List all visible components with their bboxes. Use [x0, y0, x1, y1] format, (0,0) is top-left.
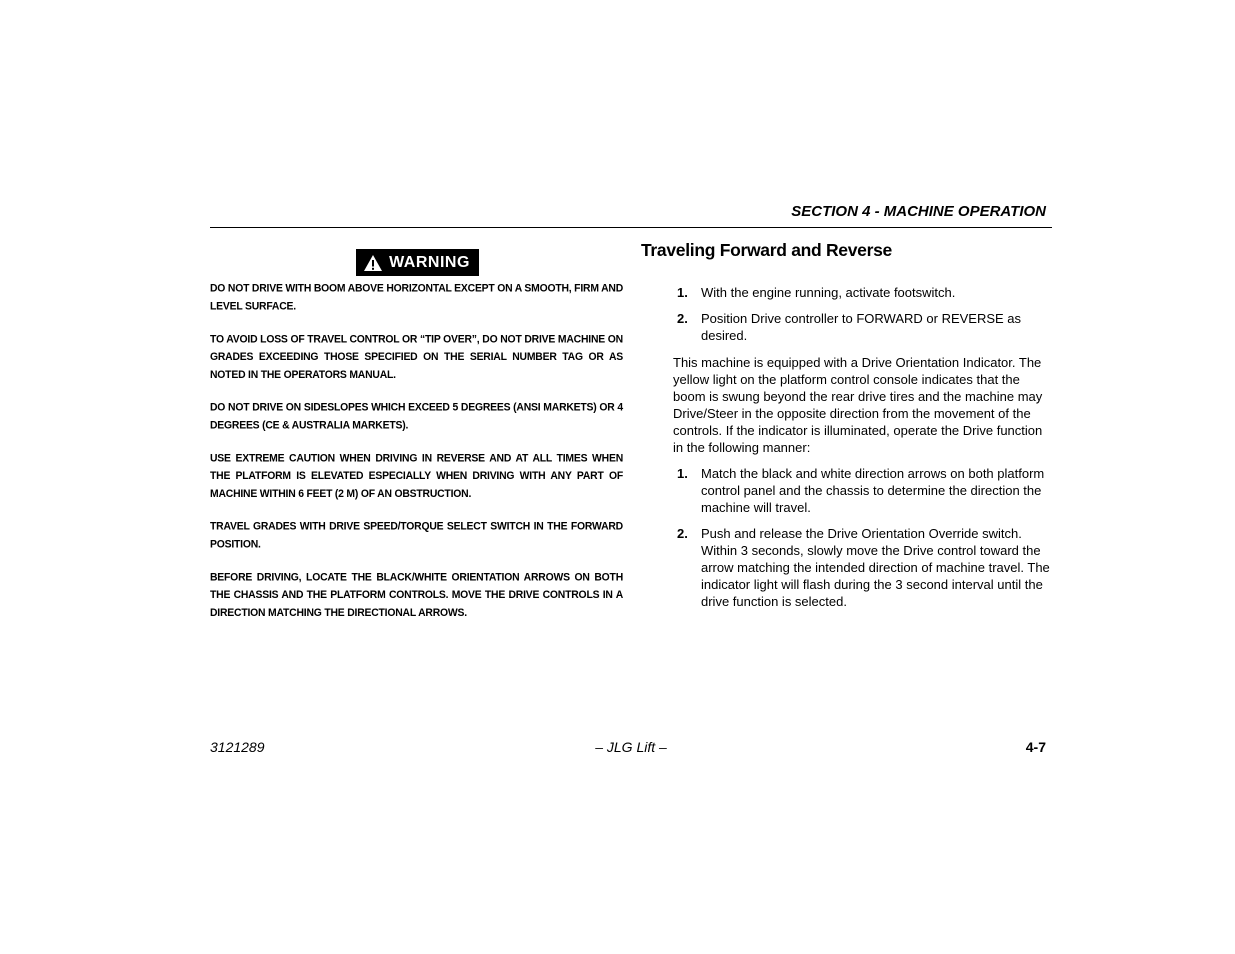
warning-label: WARNING	[389, 253, 470, 271]
step-text: Position Drive controller to FORWARD or REVERSE as desired.	[701, 311, 1022, 343]
step-number: 2.	[677, 311, 688, 326]
warning-badge-wrap	[210, 249, 623, 277]
step-item	[641, 284, 1052, 301]
step-item	[641, 310, 1052, 344]
warning-triangle-icon	[363, 254, 383, 272]
section-title: SECTION 4 - MACHINE OPERATION	[791, 203, 1046, 220]
warning-paragraph: DO NOT DRIVE WITH BOOM ABOVE HORIZONTAL EXCEPT ON A SMOOTH, FIRM AND LEVEL SURFACE.	[210, 282, 623, 313]
warning-badge	[356, 249, 479, 276]
warning-paragraph: TRAVEL GRADES WITH DRIVE SPEED/TORQUE SELECT SWITCH IN THE FORWARD POSITION.	[210, 520, 623, 551]
body-paragraph: This machine is equipped with a Drive Orientation Indicator. The yellow light on the platform control console indicates that the boom is swung beyond the rear drive tires and the machine may Drive/Steer in the opposite direction from the movement of the controls. If the indicator is illuminated, operate the Drive function in the following manner:	[673, 355, 1043, 455]
footer-brand: – JLG Lift –	[595, 739, 667, 755]
page-footer	[210, 739, 1052, 759]
procedure-title: Traveling Forward and Reverse	[641, 240, 892, 260]
warning-column	[210, 249, 623, 638]
step-text: Push and release the Drive Orientation Override switch. Within 3 seconds, slowly move the Drive control toward the arrow matching the intended direction of machine travel. The indicator light will flash during the 3 second interval until the drive function is selected.	[701, 526, 1050, 609]
step-number: 1.	[677, 466, 688, 481]
step-number: 1.	[677, 285, 688, 300]
warning-paragraph: USE EXTREME CAUTION WHEN DRIVING IN REVERSE AND AT ALL TIMES WHEN THE PLATFORM IS ELEVATED ESPECIALLY WHEN DRIVING WITH ANY PART OF MACHINE WITHIN 6 FEET (2 M) OF AN OBSTRUCTION.	[210, 452, 623, 500]
warning-paragraph: BEFORE DRIVING, LOCATE THE BLACK/WHITE ORIENTATION ARROWS ON BOTH THE CHASSIS AND THE PLATFORM CONTROLS. MOVE THE DRIVE CONTROLS IN A DIRECTION MATCHING THE DIRECTIONAL ARROWS.	[210, 571, 623, 619]
step-item	[641, 525, 1052, 610]
step-text: Match the black and white direction arrows on both platform control panel and the chassis to determine the direction the machine will travel.	[701, 466, 1045, 515]
document-number: 3121289	[210, 739, 265, 755]
warning-paragraph: DO NOT DRIVE ON SIDESLOPES WHICH EXCEED 5 DEGREES (ANSI MARKETS) OR 4 DEGREES (CE & AUSTRALIA MARKETS).	[210, 401, 623, 432]
page-number: 4-7	[1025, 739, 1046, 755]
step-text: With the engine running, activate footswitch.	[701, 285, 956, 300]
step-item	[641, 465, 1052, 516]
step-number: 2.	[677, 526, 688, 541]
warning-paragraph: TO AVOID LOSS OF TRAVEL CONTROL OR “TIP OVER”, DO NOT DRIVE MACHINE ON GRADES EXCEEDING THOSE SPECIFIED ON THE SERIAL NUMBER TAG OR AS NOTED IN THE OPERATORS MANUAL.	[210, 333, 623, 381]
procedure-column	[641, 240, 1052, 619]
page-header	[210, 203, 1052, 228]
